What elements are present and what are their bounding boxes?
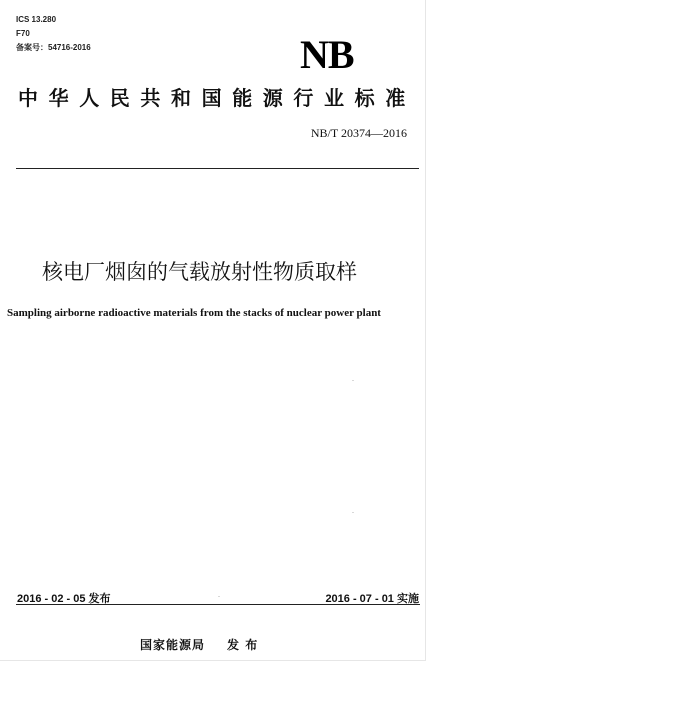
scan-speck	[218, 596, 220, 597]
scan-speck	[352, 512, 354, 513]
standard-body-heading: 中华人民共和国能源行业标准	[18, 86, 416, 110]
footer-divider	[16, 604, 420, 605]
title-chinese: 核电厂烟囱的气载放射性物质取样	[42, 260, 357, 284]
nb-logo: NB	[300, 32, 354, 77]
issue-date: 2016 - 02 - 05 发布	[17, 593, 111, 605]
standard-number: NB/T 20374—2016	[310, 126, 407, 140]
filing-number: 备案号：54716-2016	[16, 43, 91, 52]
ccs-code: F70	[16, 29, 30, 38]
publisher-line	[140, 636, 258, 653]
publisher-suffix: 发 布	[227, 638, 259, 652]
scan-speck	[352, 380, 354, 381]
publisher-name: 国家能源局	[140, 638, 206, 652]
title-english: Sampling airborne radioactive materials from the stacks of nuclear power plant	[7, 307, 381, 319]
implementation-date: 2016 - 07 - 01 实施	[325, 593, 419, 605]
header-divider	[16, 168, 419, 169]
ics-code: ICS 13.280	[16, 15, 57, 24]
